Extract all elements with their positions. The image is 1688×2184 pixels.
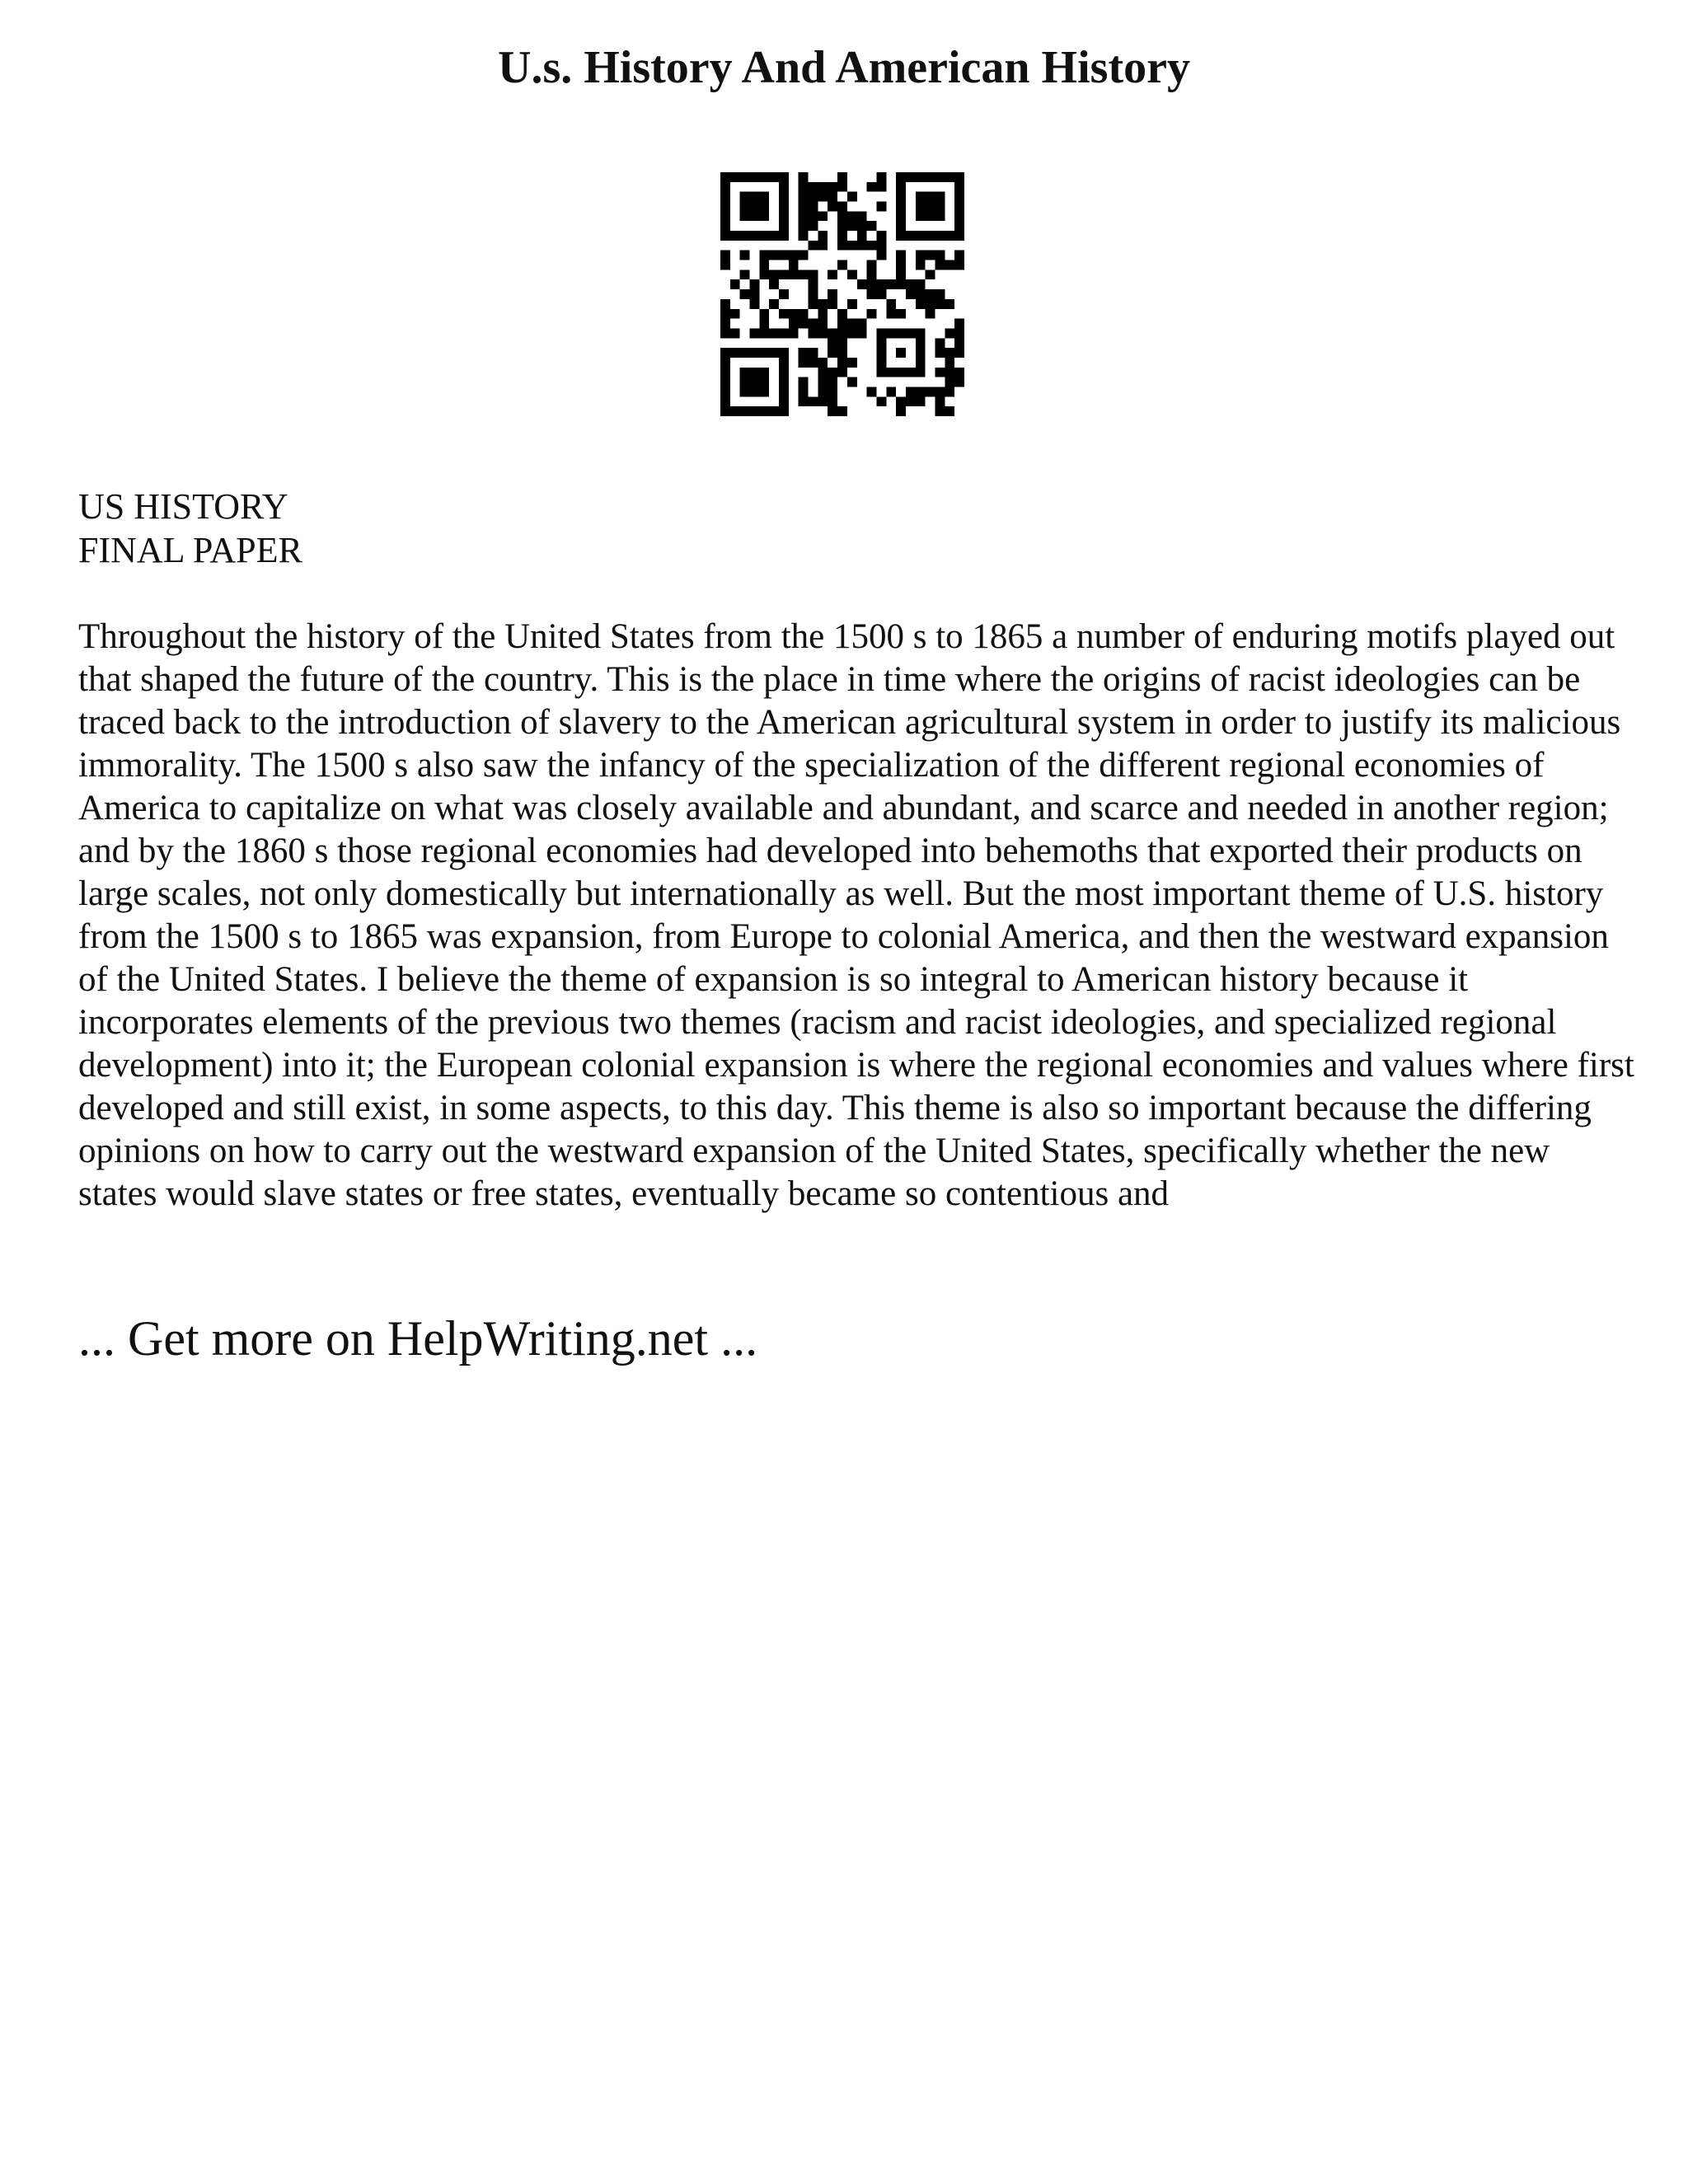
paper-type-label: FINAL PAPER <box>78 530 302 570</box>
body-paragraph: Throughout the history of the United States from the 1500 s to 1865 a number of enduring motifs played out that shaped the future of the country. This is the place in time where the origins of racist ideologies can be traced back to the introduction of slavery to the American agricultural system in order to justify its malicious immorality. The 1500 s also saw the infancy of the specialization of the different regional economies of America to capitalize on what was closely available and abundant, and scarce and needed in another region; and by the 1860 s those regional economies had developed into behemoths that exported their products on large scales, not only domestically but internationally as well. But the most important theme of U.S. history from the 1500 s to 1865 was expansion, from Europe to colonial America, and then the westward expansion of the United States. I believe the theme of expansion is so integral to American history because it incorporates elements of the previous two themes (racism and racist ideologies, and specialized regional development) into it; the European colonial expansion is where the regional economies and values where first developed and still exist, in some aspects, to this day. This theme is also so important because the differing opinions on how to carry out the westward expansion of the United States, specifically whether the new states would slave states or free states, eventually became so contentious and <box>78 617 1634 1213</box>
course-label: US HISTORY <box>78 486 288 527</box>
qr-code-icon <box>720 172 964 416</box>
paper-header <box>78 485 302 572</box>
get-more-link[interactable]: ... Get more on HelpWriting.net ... <box>78 1311 758 1366</box>
document-title: U.s. History And American History <box>498 42 1190 93</box>
